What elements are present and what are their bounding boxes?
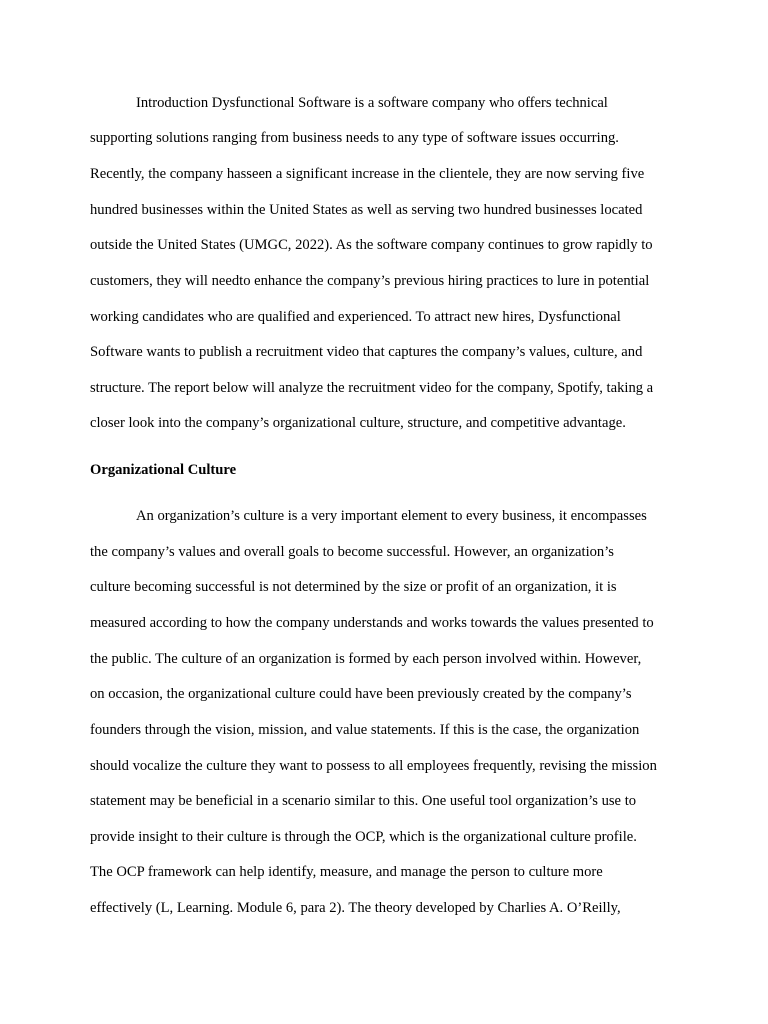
culture-paragraph-line: culture becoming successful is not determined by the size or profit of an organization, it is: [90, 579, 617, 595]
culture-paragraph-line: on occasion, the organizational culture could have been previously created by the company’s: [90, 686, 632, 702]
section-heading: Organizational Culture: [90, 462, 237, 478]
intro-paragraph-line: Introduction Dysfunctional Software is a software company who offers technical: [136, 95, 608, 111]
intro-paragraph-line: Recently, the company hasseen a significant increase in the clientele, they are now serving five: [90, 166, 645, 182]
intro-paragraph-line: hundred businesses within the United States as well as serving two hundred businesses located: [90, 202, 643, 218]
culture-paragraph-line: the public. The culture of an organization is formed by each person involved within. However,: [90, 651, 642, 667]
intro-paragraph-line: supporting solutions ranging from business needs to any type of software issues occurring.: [90, 130, 619, 146]
intro-paragraph-line: outside the United States (UMGC, 2022). As the software company continues to grow rapidly to: [90, 237, 653, 253]
culture-paragraph-line: provide insight to their culture is through the OCP, which is the organizational culture profile.: [90, 829, 637, 845]
intro-paragraph-line: customers, they will needto enhance the company’s previous hiring practices to lure in potential: [90, 273, 650, 289]
culture-paragraph-line: effectively (L, Learning. Module 6, para 2). The theory developed by Charlies A. O’Reilly,: [90, 900, 621, 916]
intro-paragraph-line: structure. The report below will analyze the recruitment video for the company, Spotify, taking a: [90, 380, 654, 396]
culture-paragraph-line: measured according to how the company understands and works towards the values presented to: [90, 615, 654, 631]
culture-paragraph-line: An organization’s culture is a very important element to every business, it encompasses: [136, 508, 647, 524]
culture-paragraph-line: the company’s values and overall goals to become successful. However, an organization’s: [90, 544, 614, 560]
culture-paragraph-line: founders through the vision, mission, and value statements. If this is the case, the organization: [90, 722, 640, 738]
culture-paragraph-line: statement may be beneficial in a scenario similar to this. One useful tool organization’s use to: [90, 793, 637, 809]
culture-paragraph-line: The OCP framework can help identify, measure, and manage the person to culture more: [90, 864, 603, 880]
intro-paragraph-line: Software wants to publish a recruitment video that captures the company’s values, culture, and: [90, 344, 643, 360]
culture-paragraph-line: should vocalize the culture they want to possess to all employees frequently, revising the mission: [90, 758, 657, 774]
intro-paragraph-line: closer look into the company’s organizational culture, structure, and competitive advantage.: [90, 415, 626, 431]
intro-paragraph-line: working candidates who are qualified and experienced. To attract new hires, Dysfunctional: [90, 309, 621, 325]
